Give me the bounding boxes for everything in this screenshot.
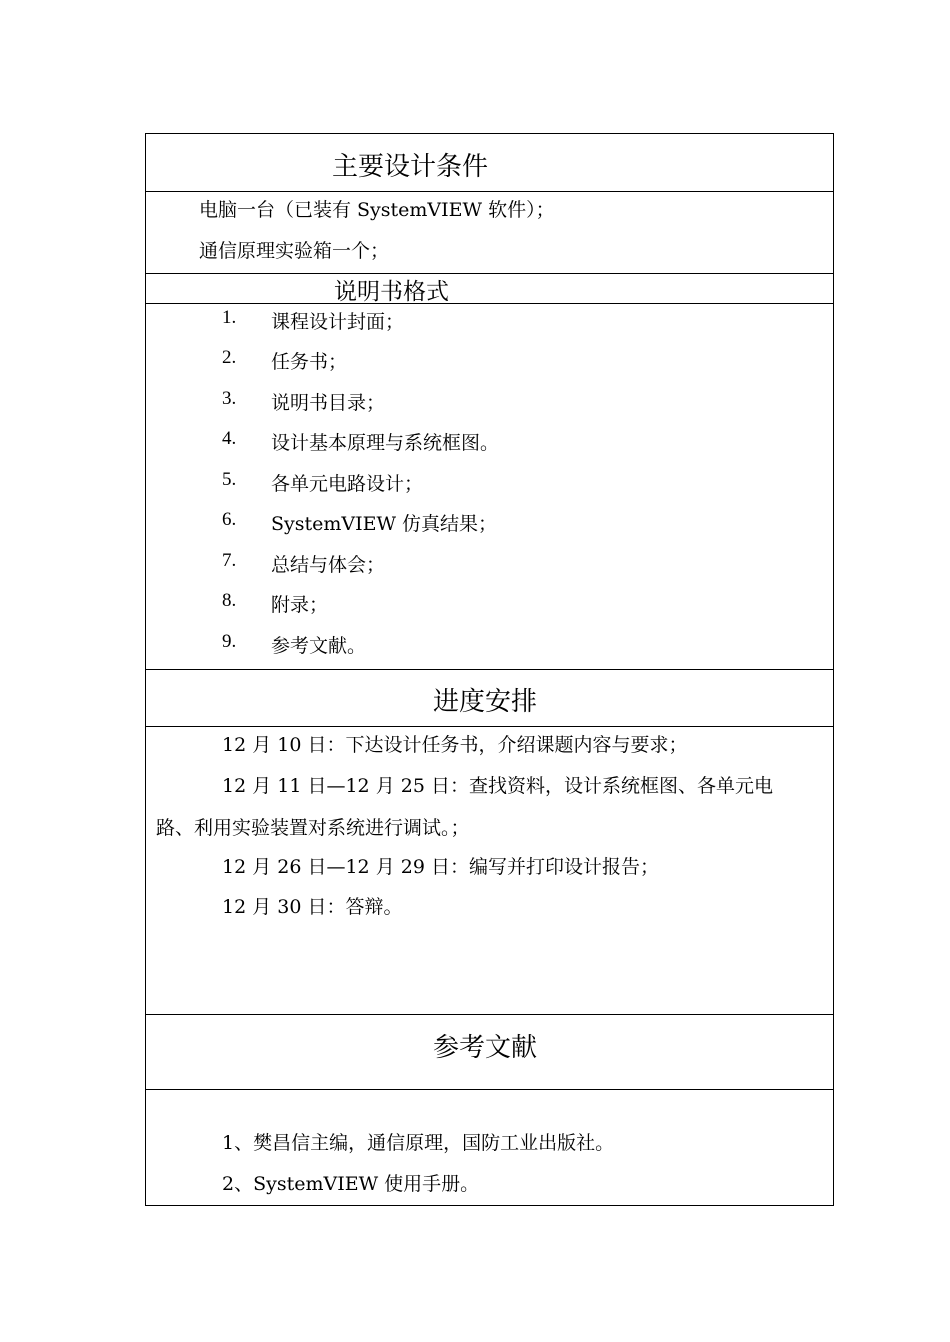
list-item: SystemVIEW 仿真结果； — [271, 513, 498, 535]
list-item-number: 4. — [222, 428, 237, 449]
design-task-table — [145, 133, 834, 1206]
row-divider — [146, 303, 833, 304]
reference-item-2: 2、SystemVIEW 使用手册。 — [222, 1173, 480, 1195]
list-item: 总结与体会； — [271, 554, 386, 576]
list-item: 说明书目录； — [271, 392, 386, 414]
list-item-number: 1. — [222, 307, 237, 328]
list-item: 设计基本原理与系统框图。 — [271, 432, 500, 454]
list-item-number: 2. — [222, 347, 237, 368]
list-item: 附录； — [271, 594, 329, 616]
list-item-number: 6. — [222, 509, 237, 530]
list-item-number: 9. — [222, 631, 237, 652]
schedule-line-3: 路、利用实验装置对系统进行调试。； — [156, 817, 470, 839]
row-divider — [146, 191, 833, 192]
schedule-line-4: 12 月 26 日—12 月 29 日：编写并打印设计报告； — [222, 856, 659, 878]
format-title: 说明书格式 — [334, 279, 449, 305]
list-item: 课程设计封面； — [271, 311, 405, 333]
row-divider — [146, 273, 833, 274]
list-item-number: 3. — [222, 388, 237, 409]
list-item: 参考文献。 — [271, 635, 367, 657]
list-item: 任务书； — [271, 351, 348, 373]
row-divider — [146, 726, 833, 727]
schedule-line-5: 12 月 30 日：答辩。 — [222, 896, 403, 918]
list-item: 各单元电路设计； — [271, 473, 424, 495]
list-item-number: 7. — [222, 550, 237, 571]
row-divider — [146, 669, 833, 670]
row-divider — [146, 1014, 833, 1015]
schedule-line-1: 12 月 10 日：下达设计任务书，介绍课题内容与要求； — [222, 734, 688, 756]
list-item-number: 5. — [222, 469, 237, 490]
row-divider — [146, 1089, 833, 1090]
schedule-line-2: 12 月 11 日—12 月 25 日：查找资料，设计系统框图、各单元电 — [222, 775, 773, 797]
schedule-title: 进度安排 — [433, 687, 538, 717]
list-item-number: 8. — [222, 590, 237, 611]
conditions-title: 主要设计条件 — [332, 152, 489, 182]
conditions-line-2: 通信原理实验箱一个； — [199, 240, 390, 262]
conditions-line-1: 电脑一台（已装有 SystemVIEW 软件）； — [199, 199, 555, 221]
reference-item-1: 1、樊昌信主编，通信原理，国防工业出版社。 — [222, 1132, 615, 1154]
references-title: 参考文献 — [433, 1033, 538, 1063]
